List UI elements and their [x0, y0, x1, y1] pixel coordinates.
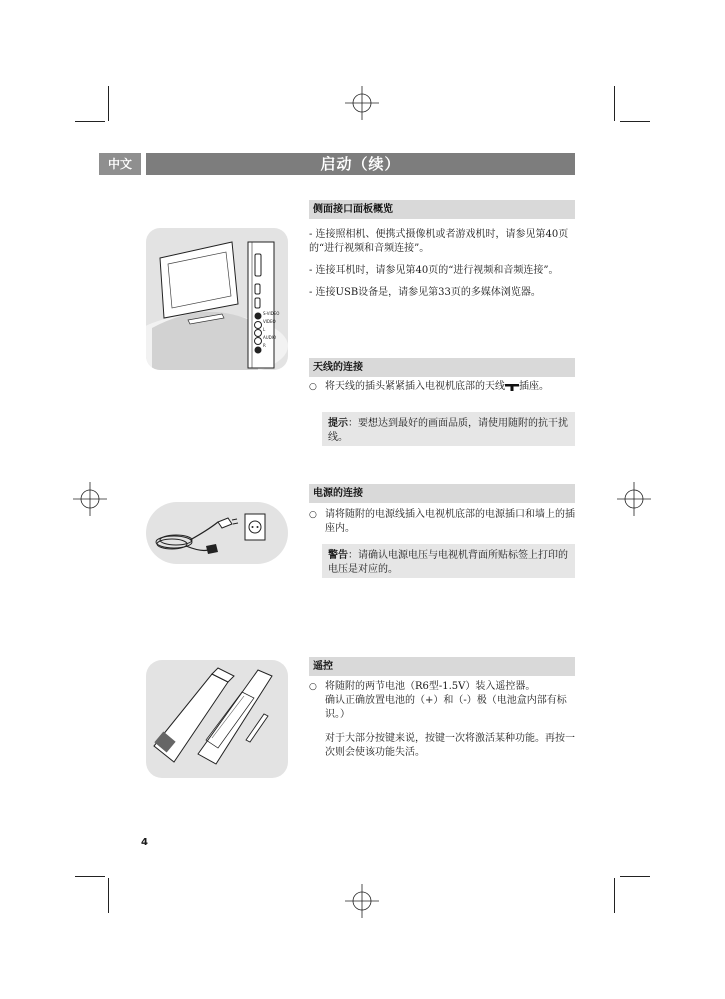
antenna-text-end: 插座。	[519, 381, 549, 392]
tip-text: ：要想达到最好的画面品质，请使用随附的抗干扰线。	[328, 418, 568, 443]
side-panel-illustration	[146, 228, 288, 370]
antenna-socket-icon	[505, 383, 519, 391]
bullet-icon: ○	[309, 510, 317, 520]
remote-line-3: 对于大部分按键来说，按键一次将激活某种功能。再按一次则会使该功能失活。	[325, 733, 575, 758]
power-instruction	[309, 508, 577, 536]
bullet-icon: ○	[309, 682, 317, 692]
registration-mark-icon	[345, 884, 379, 918]
port-label: S-VIDEO	[263, 311, 280, 316]
side-panel-text	[309, 228, 577, 308]
port-label: AUDIO	[263, 335, 277, 340]
registration-mark-icon	[73, 482, 107, 516]
antenna-text: 将天线的插头紧紧插入电视机底部的天线	[325, 381, 505, 392]
crop-mark	[108, 878, 109, 913]
section-heading-antenna: 天线的连接	[309, 358, 575, 377]
section-heading-side-panel: 侧面接口面板概览	[309, 200, 575, 219]
tip-box	[322, 412, 575, 446]
crop-mark	[620, 876, 650, 877]
registration-mark-icon	[345, 86, 379, 120]
remote-line-1: 将随附的两节电池（R6型-1.5V）装入遥控器。	[325, 681, 536, 692]
power-cord-illustration	[146, 502, 288, 564]
language-tab: 中文	[99, 153, 141, 175]
section-heading-remote: 遥控	[309, 657, 575, 676]
bullet-icon: ○	[309, 382, 317, 392]
warning-label: 警告	[328, 550, 348, 561]
power-cord-icon	[146, 502, 288, 564]
tip-label: 提示	[328, 418, 348, 429]
crop-mark	[614, 86, 615, 121]
remote-illustration	[146, 660, 288, 778]
remote-instruction	[309, 680, 577, 760]
remote-control-icon	[146, 660, 288, 778]
list-item: - 连接耳机时，请参见第40页的“进行视频和音频连接”。	[309, 265, 559, 276]
warning-box	[322, 544, 575, 578]
power-text: 请将随附的电源线插入电视机底部的电源插口和墙上的插座内。	[325, 509, 575, 534]
list-item: - 连接USB设备是，请参见第33页的多媒体浏览器。	[309, 287, 541, 298]
list-item: - 连接照相机、便携式摄像机或者游戏机时，请参见第40页的“进行视频和音频连接”。	[309, 229, 569, 254]
section-heading-power: 电源的连接	[309, 484, 575, 503]
crop-mark	[75, 876, 105, 877]
port-label: VIDEO	[263, 319, 276, 324]
registration-mark-icon	[617, 482, 651, 516]
port-label: L	[263, 327, 266, 332]
remote-line-2: 确认正确放置电池的（+）和（-）极（电池盒内部有标识。）	[325, 695, 567, 720]
crop-mark	[75, 121, 105, 122]
page-title: 启动（续）	[146, 153, 575, 175]
crop-mark	[614, 878, 615, 913]
warning-text: ：请确认电源电压与电视机背面所贴标签上打印的电压是对应的。	[328, 550, 568, 575]
page-number: 4	[141, 837, 148, 848]
antenna-instruction	[309, 380, 577, 394]
crop-mark	[620, 121, 650, 122]
port-label: R	[263, 343, 266, 348]
crop-mark	[108, 86, 109, 121]
